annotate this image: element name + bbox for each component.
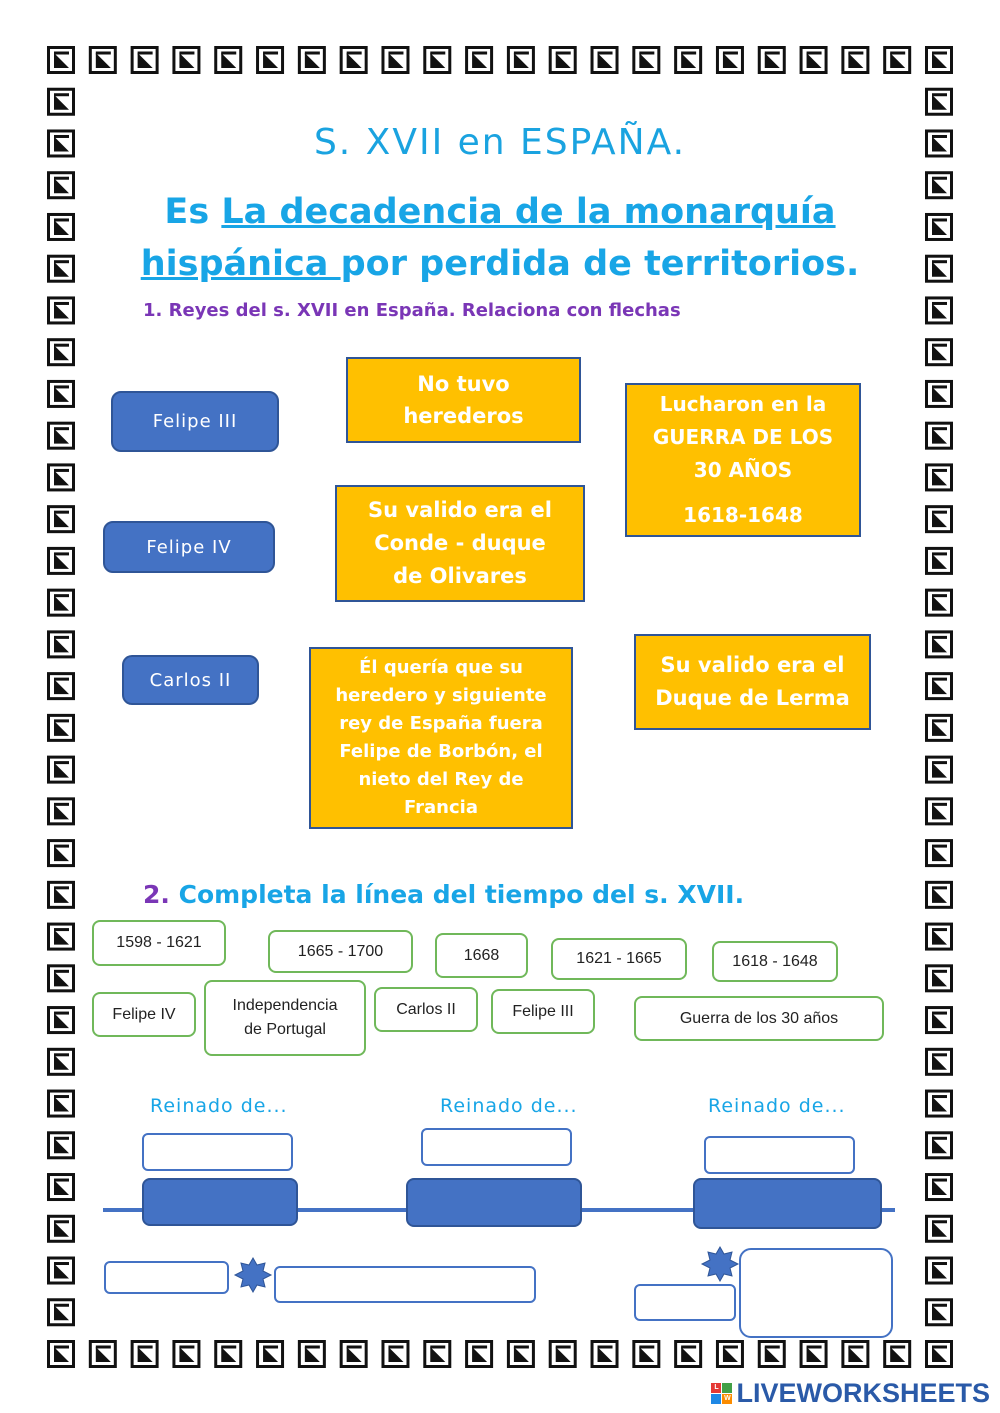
star-marker-icon (233, 1256, 273, 1294)
subtitle-post: por perdida de territorios. (340, 244, 860, 284)
border-tile-icon (467, 48, 492, 73)
border-tile-icon (843, 48, 868, 73)
border-tile-icon (49, 340, 74, 365)
border-tile-icon (258, 1342, 283, 1367)
border-tile-icon (927, 590, 952, 615)
border-tile-icon (634, 48, 659, 73)
chip-1665-1700[interactable]: 1665 - 1700 (268, 930, 413, 973)
border-tile-icon (927, 214, 952, 239)
border-tile-icon (801, 1342, 826, 1367)
border-tile-icon (132, 1342, 157, 1367)
card-line: heredero y siguiente (335, 685, 547, 706)
border-tile-icon (49, 1258, 74, 1283)
exercise2-heading (143, 880, 744, 909)
border-tile-icon (927, 298, 952, 323)
border-tile-icon (49, 632, 74, 657)
card-no-heirs[interactable] (346, 357, 581, 443)
border-tile-icon (927, 465, 952, 490)
border-tile-icon (49, 1091, 74, 1116)
chip-independencia-portugal[interactable] (204, 980, 366, 1056)
border-tile-icon (550, 1342, 575, 1367)
border-tile-icon (49, 1342, 74, 1367)
border-tile-icon (49, 1175, 74, 1200)
logo-mark-icon (711, 1383, 732, 1404)
border-tile-icon (49, 841, 74, 866)
chip-felipe-iii[interactable]: Felipe III (491, 989, 595, 1034)
logo-mark-letter: L (711, 1383, 721, 1393)
border-tile-icon (885, 48, 910, 73)
exercise2-heading-text: Completa la línea del tiempo del s. XVII. (169, 880, 745, 909)
border-tile-icon (927, 799, 952, 824)
border-tile-icon (927, 882, 952, 907)
border-tile-icon (49, 924, 74, 949)
border-tile-icon (174, 1342, 199, 1367)
card-line: Su valido era el (368, 498, 552, 522)
card-line: Él quería que su (359, 657, 523, 678)
border-tile-icon (508, 48, 533, 73)
border-tile-icon (299, 1342, 324, 1367)
border-tile-icon (927, 507, 952, 532)
king-felipe-iv[interactable]: Felipe IV (103, 521, 275, 573)
border-tile-icon (49, 757, 74, 782)
border-tile-icon (759, 1342, 784, 1367)
card-line: GUERRA DE LOS (652, 425, 834, 449)
chip-1598-1621[interactable]: 1598 - 1621 (92, 920, 226, 966)
event-answer-box-2[interactable] (274, 1266, 536, 1303)
border-tile-icon (49, 256, 74, 281)
card-thirty-years-war[interactable] (625, 383, 861, 537)
border-tile-icon (49, 1008, 74, 1033)
border-tile-icon (759, 48, 784, 73)
border-tile-icon (927, 423, 952, 448)
border-tile-icon (508, 1342, 533, 1367)
reign-answer-box-3[interactable] (704, 1136, 855, 1174)
chip-1621-1665[interactable]: 1621 - 1665 (551, 938, 687, 980)
border-tile-icon (49, 381, 74, 406)
logo-mark-square (711, 1394, 721, 1404)
card-borbon[interactable] (309, 647, 573, 829)
card-line: 30 AÑOS (693, 458, 793, 482)
border-tile-icon (467, 1342, 492, 1367)
event-answer-box-1[interactable] (104, 1261, 229, 1294)
card-line: Conde - duque (374, 531, 546, 555)
reign-label-2: Reinado de... (440, 1095, 578, 1117)
border-tile-icon (49, 882, 74, 907)
border-tile-icon (801, 48, 826, 73)
border-tile-icon (927, 1008, 952, 1033)
border-tile-icon (49, 799, 74, 824)
border-tile-icon (592, 48, 617, 73)
worksheet-subtitle (120, 186, 880, 290)
border-tile-icon (49, 423, 74, 448)
border-tile-icon (425, 1342, 450, 1367)
chip-guerra-30-anos[interactable]: Guerra de los 30 años (634, 996, 884, 1041)
card-line: rey de España fuera (339, 713, 543, 734)
logo-mark-square (722, 1383, 732, 1393)
card-olivares[interactable] (335, 485, 585, 602)
star-marker-icon (700, 1245, 740, 1283)
border-tile-icon (676, 48, 701, 73)
border-tile-icon (132, 48, 157, 73)
card-line: de Olivares (393, 564, 527, 588)
exercise2-number: 2. (143, 880, 170, 909)
border-tile-icon (299, 48, 324, 73)
border-tile-icon (927, 715, 952, 740)
border-tile-icon (927, 757, 952, 782)
border-tile-icon (927, 966, 952, 991)
timeline-period-drop-3[interactable] (693, 1178, 882, 1229)
chip-line: de Portugal (244, 1021, 326, 1038)
liveworksheets-logo (711, 1378, 990, 1409)
reign-answer-box-1[interactable] (142, 1133, 293, 1171)
card-line: 1618-1648 (683, 503, 803, 527)
border-tile-icon (927, 1300, 952, 1325)
border-tile-icon (90, 48, 115, 73)
border-tile-icon (49, 298, 74, 323)
chip-felipe-iv[interactable]: Felipe IV (92, 992, 196, 1037)
border-tile-icon (49, 89, 74, 114)
timeline-period-drop-2[interactable] (406, 1178, 582, 1227)
border-tile-icon (49, 1133, 74, 1158)
border-tile-icon (49, 173, 74, 198)
reign-answer-box-2[interactable] (421, 1128, 572, 1166)
border-tile-icon (49, 48, 74, 73)
border-tile-icon (885, 1342, 910, 1367)
border-tile-icon (49, 966, 74, 991)
card-line: Duque de Lerma (655, 686, 850, 710)
border-tile-icon (676, 1342, 701, 1367)
chip-1618-1648[interactable]: 1618 - 1648 (712, 941, 838, 982)
subtitle-pre: Es (164, 192, 222, 232)
card-line: Felipe de Borbón, el (339, 741, 543, 762)
chip-1668[interactable]: 1668 (435, 933, 528, 978)
border-tile-icon (341, 1342, 366, 1367)
border-tile-icon (927, 256, 952, 281)
border-tile-icon (717, 1342, 742, 1367)
reign-label-3: Reinado de... (708, 1095, 846, 1117)
timeline-period-drop-1[interactable] (142, 1178, 298, 1226)
border-tile-icon (843, 1342, 868, 1367)
worksheet-title: S. XVII en ESPAÑA. (313, 122, 687, 163)
logo-text: LIVEWORKSHEETS (736, 1378, 990, 1408)
border-tile-icon (927, 548, 952, 573)
border-tile-icon (49, 715, 74, 740)
border-tile-icon (927, 1342, 952, 1367)
subtitle-underlined-2: hispánica (140, 244, 341, 284)
border-tile-icon (927, 173, 952, 198)
border-tile-icon (49, 507, 74, 532)
border-tile-icon (927, 89, 952, 114)
border-tile-icon (717, 48, 742, 73)
card-line: nieto del Rey de (358, 769, 524, 790)
event-answer-box-3[interactable] (634, 1284, 736, 1321)
border-tile-icon (174, 48, 199, 73)
border-tile-icon (383, 48, 408, 73)
border-tile-icon (927, 924, 952, 949)
border-tile-icon (927, 1091, 952, 1116)
border-tile-icon (927, 632, 952, 657)
card-line: No tuvo (417, 372, 510, 396)
border-tile-icon (927, 1258, 952, 1283)
subtitle-underlined-1: La decadencia de la monarquía (221, 192, 836, 232)
border-tile-icon (49, 590, 74, 615)
king-carlos-ii[interactable]: Carlos II (122, 655, 259, 705)
exercise1-heading: 1. Reyes del s. XVII en España. Relaciona con flechas (143, 300, 681, 321)
border-tile-icon (341, 48, 366, 73)
king-felipe-iii[interactable]: Felipe III (111, 391, 279, 452)
border-tile-icon (927, 841, 952, 866)
border-tile-icon (49, 548, 74, 573)
border-tile-icon (927, 340, 952, 365)
border-tile-icon (927, 381, 952, 406)
event-answer-box-4[interactable] (739, 1248, 893, 1338)
border-tile-icon (927, 674, 952, 699)
border-tile-icon (550, 48, 575, 73)
reign-label-1: Reinado de... (150, 1095, 288, 1117)
border-tile-icon (927, 1133, 952, 1158)
border-tile-icon (216, 1342, 241, 1367)
border-tile-icon (634, 1342, 659, 1367)
border-tile-icon (216, 48, 241, 73)
card-line: Francia (404, 797, 478, 818)
border-tile-icon (49, 1300, 74, 1325)
border-tile-icon (49, 465, 74, 490)
card-lerma[interactable] (634, 634, 871, 730)
border-tile-icon (927, 1049, 952, 1074)
border-tile-icon (49, 214, 74, 239)
logo-mark-letter: W (724, 1395, 731, 1402)
border-tile-icon (425, 48, 450, 73)
border-tile-icon (927, 48, 952, 73)
border-tile-icon (383, 1342, 408, 1367)
card-line: Lucharon en la (659, 392, 827, 416)
border-tile-icon (90, 1342, 115, 1367)
border-tile-icon (927, 1175, 952, 1200)
border-tile-icon (49, 674, 74, 699)
border-tile-icon (49, 1049, 74, 1074)
border-tile-icon (592, 1342, 617, 1367)
border-tile-icon (927, 1216, 952, 1241)
chip-carlos-ii[interactable]: Carlos II (374, 987, 478, 1032)
chip-line: Independencia (232, 997, 338, 1014)
border-tile-icon (258, 48, 283, 73)
card-line: Su valido era el (660, 653, 845, 677)
border-tile-icon (49, 1216, 74, 1241)
card-line: herederos (403, 404, 524, 428)
